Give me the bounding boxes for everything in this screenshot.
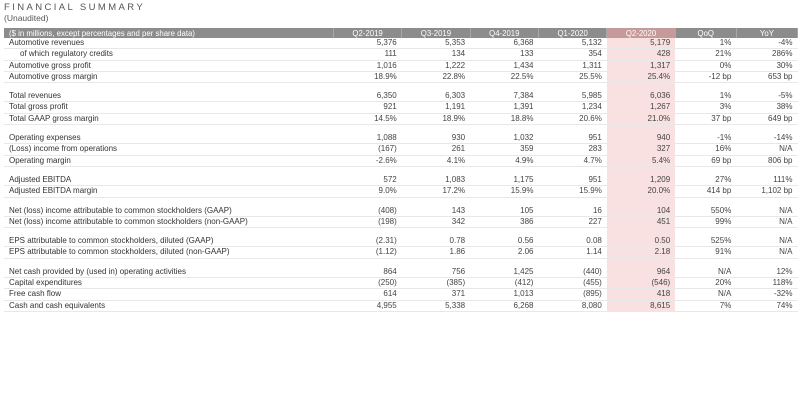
- row-label: Net (loss) income attributable to common stockholders (GAAP): [4, 206, 333, 217]
- header-q3-2019: Q3-2019: [402, 28, 470, 38]
- highlighted-value-cell: 940: [607, 133, 675, 144]
- group-spacer: [4, 197, 798, 206]
- value-cell: 4,955: [333, 300, 401, 311]
- table-row: [4, 91, 798, 102]
- value-cell: 2.06: [470, 247, 538, 258]
- value-cell: 0.08: [538, 236, 606, 247]
- header-q2-2019: Q2-2019: [333, 28, 401, 38]
- value-cell: 8,080: [538, 300, 606, 311]
- highlighted-value-cell: 1,209: [607, 175, 675, 186]
- spacer-cell: [470, 197, 538, 206]
- value-cell: 5,376: [333, 38, 401, 49]
- table-row: [4, 175, 798, 186]
- value-cell: 1%: [675, 38, 736, 49]
- value-cell: 133: [470, 49, 538, 60]
- group-spacer: [4, 125, 798, 134]
- spacer-cell: [675, 228, 736, 237]
- group-spacer: [4, 258, 798, 267]
- spacer-cell: [736, 166, 797, 175]
- value-cell: 111: [333, 49, 401, 60]
- spacer-cell: [402, 166, 470, 175]
- value-cell: 7,384: [470, 91, 538, 102]
- group-spacer: [4, 83, 798, 92]
- value-cell: (198): [333, 216, 401, 227]
- header-q4-2019: Q4-2019: [470, 28, 538, 38]
- value-cell: (455): [538, 278, 606, 289]
- value-cell: 15.9%: [470, 186, 538, 197]
- value-cell: N/A: [736, 144, 797, 155]
- row-label: Operating expenses: [4, 133, 333, 144]
- value-cell: 99%: [675, 216, 736, 227]
- highlighted-value-cell: 6,036: [607, 91, 675, 102]
- table-row: [4, 300, 798, 311]
- spacer-cell: [470, 166, 538, 175]
- row-label: Automotive revenues: [4, 38, 333, 49]
- table-row: [4, 155, 798, 166]
- spacer-cell: [4, 228, 333, 237]
- spacer-cell: [402, 228, 470, 237]
- value-cell: -12 bp: [675, 71, 736, 82]
- value-cell: 18.9%: [402, 113, 470, 124]
- spacer-cell: [675, 125, 736, 134]
- highlighted-value-cell: 0.50: [607, 236, 675, 247]
- value-cell: 864: [333, 267, 401, 278]
- table-row: [4, 236, 798, 247]
- value-cell: 1,016: [333, 60, 401, 71]
- value-cell: (412): [470, 278, 538, 289]
- value-cell: 386: [470, 216, 538, 227]
- table-row: [4, 38, 798, 49]
- value-cell: -5%: [736, 91, 797, 102]
- highlighted-value-cell: 25.4%: [607, 71, 675, 82]
- row-label: EPS attributable to common stockholders, diluted (non-GAAP): [4, 247, 333, 258]
- row-label: Free cash flow: [4, 289, 333, 300]
- value-cell: 286%: [736, 49, 797, 60]
- value-cell: N/A: [736, 247, 797, 258]
- header-q1-2020: Q1-2020: [538, 28, 606, 38]
- value-cell: 105: [470, 206, 538, 217]
- value-cell: N/A: [675, 267, 736, 278]
- table-row: [4, 133, 798, 144]
- value-cell: 930: [402, 133, 470, 144]
- value-cell: 134: [402, 49, 470, 60]
- value-cell: N/A: [736, 206, 797, 217]
- value-cell: 16: [538, 206, 606, 217]
- value-cell: (250): [333, 278, 401, 289]
- spacer-cell: [333, 228, 401, 237]
- value-cell: 614: [333, 289, 401, 300]
- value-cell: 18.8%: [470, 113, 538, 124]
- table-row: [4, 278, 798, 289]
- value-cell: 6,268: [470, 300, 538, 311]
- value-cell: 27%: [675, 175, 736, 186]
- value-cell: (895): [538, 289, 606, 300]
- value-cell: 111%: [736, 175, 797, 186]
- row-label: EPS attributable to common stockholders, diluted (GAAP): [4, 236, 333, 247]
- page-subtitle: (Unaudited): [4, 13, 49, 23]
- highlighted-value-cell: 20.0%: [607, 186, 675, 197]
- spacer-cell: [402, 83, 470, 92]
- value-cell: 283: [538, 144, 606, 155]
- value-cell: 15.9%: [538, 186, 606, 197]
- spacer-cell: [607, 125, 675, 134]
- group-spacer: [4, 166, 798, 175]
- group-spacer: [4, 228, 798, 237]
- value-cell: -32%: [736, 289, 797, 300]
- value-cell: 414 bp: [675, 186, 736, 197]
- spacer-cell: [538, 125, 606, 134]
- table-header-row: [4, 28, 798, 38]
- value-cell: 756: [402, 267, 470, 278]
- highlighted-value-cell: 418: [607, 289, 675, 300]
- value-cell: 359: [470, 144, 538, 155]
- spacer-cell: [4, 197, 333, 206]
- value-cell: 74%: [736, 300, 797, 311]
- row-label: Adjusted EBITDA: [4, 175, 333, 186]
- table-row: [4, 267, 798, 278]
- value-cell: 12%: [736, 267, 797, 278]
- value-cell: (408): [333, 206, 401, 217]
- table-row: [4, 71, 798, 82]
- value-cell: 5,132: [538, 38, 606, 49]
- row-label: Capital expenditures: [4, 278, 333, 289]
- value-cell: 525%: [675, 236, 736, 247]
- value-cell: 1,425: [470, 267, 538, 278]
- value-cell: 653 bp: [736, 71, 797, 82]
- table-row: [4, 247, 798, 258]
- value-cell: 1,391: [470, 102, 538, 113]
- value-cell: 118%: [736, 278, 797, 289]
- table-row: [4, 113, 798, 124]
- spacer-cell: [402, 258, 470, 267]
- value-cell: 1.14: [538, 247, 606, 258]
- spacer-cell: [675, 258, 736, 267]
- value-cell: N/A: [675, 289, 736, 300]
- row-label: Total revenues: [4, 91, 333, 102]
- spacer-cell: [538, 197, 606, 206]
- header-label-column: ($ in millions, except percentages and per share data): [4, 28, 333, 38]
- highlighted-value-cell: 5,179: [607, 38, 675, 49]
- value-cell: (1.12): [333, 247, 401, 258]
- value-cell: 6,368: [470, 38, 538, 49]
- spacer-cell: [538, 83, 606, 92]
- value-cell: 37 bp: [675, 113, 736, 124]
- value-cell: 6,350: [333, 91, 401, 102]
- value-cell: -4%: [736, 38, 797, 49]
- value-cell: 5,353: [402, 38, 470, 49]
- spacer-cell: [4, 125, 333, 134]
- value-cell: 30%: [736, 60, 797, 71]
- spacer-cell: [4, 83, 333, 92]
- row-label: (Loss) income from operations: [4, 144, 333, 155]
- value-cell: (440): [538, 267, 606, 278]
- value-cell: N/A: [736, 236, 797, 247]
- spacer-cell: [675, 83, 736, 92]
- spacer-cell: [736, 228, 797, 237]
- spacer-cell: [333, 166, 401, 175]
- highlighted-value-cell: (546): [607, 278, 675, 289]
- spacer-cell: [607, 83, 675, 92]
- value-cell: 9.0%: [333, 186, 401, 197]
- value-cell: 227: [538, 216, 606, 227]
- highlighted-value-cell: 964: [607, 267, 675, 278]
- value-cell: 1,234: [538, 102, 606, 113]
- value-cell: 4.1%: [402, 155, 470, 166]
- value-cell: (385): [402, 278, 470, 289]
- spacer-cell: [470, 258, 538, 267]
- spacer-cell: [333, 258, 401, 267]
- value-cell: 1,311: [538, 60, 606, 71]
- table-body: [4, 38, 798, 311]
- highlighted-value-cell: 327: [607, 144, 675, 155]
- value-cell: 22.8%: [402, 71, 470, 82]
- spacer-cell: [607, 228, 675, 237]
- spacer-cell: [333, 197, 401, 206]
- highlighted-value-cell: 428: [607, 49, 675, 60]
- table-row: [4, 186, 798, 197]
- highlighted-value-cell: 5.4%: [607, 155, 675, 166]
- value-cell: 5,338: [402, 300, 470, 311]
- row-label: Cash and cash equivalents: [4, 300, 333, 311]
- spacer-cell: [736, 83, 797, 92]
- value-cell: 20%: [675, 278, 736, 289]
- row-label: Total gross profit: [4, 102, 333, 113]
- table-row: [4, 144, 798, 155]
- table-row: [4, 206, 798, 217]
- spacer-cell: [470, 125, 538, 134]
- value-cell: 5,985: [538, 91, 606, 102]
- financial-summary-table: [4, 28, 798, 312]
- spacer-cell: [470, 83, 538, 92]
- highlighted-value-cell: 1,317: [607, 60, 675, 71]
- value-cell: 921: [333, 102, 401, 113]
- value-cell: 1.86: [402, 247, 470, 258]
- value-cell: 91%: [675, 247, 736, 258]
- value-cell: 342: [402, 216, 470, 227]
- header-yoy: YoY: [736, 28, 797, 38]
- value-cell: 3%: [675, 102, 736, 113]
- value-cell: 0%: [675, 60, 736, 71]
- row-label: Automotive gross margin: [4, 71, 333, 82]
- value-cell: 1,088: [333, 133, 401, 144]
- value-cell: 951: [538, 133, 606, 144]
- spacer-cell: [4, 166, 333, 175]
- value-cell: 25.5%: [538, 71, 606, 82]
- highlighted-value-cell: 451: [607, 216, 675, 227]
- value-cell: 1,434: [470, 60, 538, 71]
- value-cell: 1,191: [402, 102, 470, 113]
- spacer-cell: [4, 258, 333, 267]
- value-cell: N/A: [736, 216, 797, 227]
- value-cell: (2.31): [333, 236, 401, 247]
- table-row: [4, 60, 798, 71]
- value-cell: 16%: [675, 144, 736, 155]
- value-cell: -2.6%: [333, 155, 401, 166]
- row-label: Net cash provided by (used in) operating activities: [4, 267, 333, 278]
- table-row: [4, 49, 798, 60]
- value-cell: 371: [402, 289, 470, 300]
- header-q2-2020: Q2-2020: [607, 28, 675, 38]
- header-qoq: QoQ: [675, 28, 736, 38]
- value-cell: 1%: [675, 91, 736, 102]
- value-cell: 17.2%: [402, 186, 470, 197]
- value-cell: 261: [402, 144, 470, 155]
- value-cell: 1,013: [470, 289, 538, 300]
- row-label: Net (loss) income attributable to common stockholders (non-GAAP): [4, 216, 333, 227]
- value-cell: -1%: [675, 133, 736, 144]
- spacer-cell: [675, 166, 736, 175]
- value-cell: 143: [402, 206, 470, 217]
- spacer-cell: [607, 197, 675, 206]
- spacer-cell: [607, 166, 675, 175]
- value-cell: 20.6%: [538, 113, 606, 124]
- table-row: [4, 216, 798, 227]
- spacer-cell: [333, 125, 401, 134]
- value-cell: 572: [333, 175, 401, 186]
- value-cell: (167): [333, 144, 401, 155]
- spacer-cell: [538, 258, 606, 267]
- spacer-cell: [538, 166, 606, 175]
- value-cell: 1,102 bp: [736, 186, 797, 197]
- value-cell: 0.78: [402, 236, 470, 247]
- spacer-cell: [736, 125, 797, 134]
- value-cell: -14%: [736, 133, 797, 144]
- spacer-cell: [736, 258, 797, 267]
- value-cell: 38%: [736, 102, 797, 113]
- value-cell: 4.7%: [538, 155, 606, 166]
- spacer-cell: [736, 197, 797, 206]
- value-cell: 7%: [675, 300, 736, 311]
- spacer-cell: [675, 197, 736, 206]
- highlighted-value-cell: 8,615: [607, 300, 675, 311]
- value-cell: 21%: [675, 49, 736, 60]
- spacer-cell: [402, 197, 470, 206]
- value-cell: 649 bp: [736, 113, 797, 124]
- spacer-cell: [470, 228, 538, 237]
- highlighted-value-cell: 104: [607, 206, 675, 217]
- value-cell: 806 bp: [736, 155, 797, 166]
- highlighted-value-cell: 21.0%: [607, 113, 675, 124]
- page-title: FINANCIAL SUMMARY: [4, 2, 146, 13]
- value-cell: 1,222: [402, 60, 470, 71]
- value-cell: 4.9%: [470, 155, 538, 166]
- value-cell: 69 bp: [675, 155, 736, 166]
- value-cell: 951: [538, 175, 606, 186]
- highlighted-value-cell: 2.18: [607, 247, 675, 258]
- value-cell: 14.5%: [333, 113, 401, 124]
- value-cell: 0.56: [470, 236, 538, 247]
- value-cell: 22.5%: [470, 71, 538, 82]
- row-label: Automotive gross profit: [4, 60, 333, 71]
- highlighted-value-cell: 1,267: [607, 102, 675, 113]
- value-cell: 354: [538, 49, 606, 60]
- row-label: Operating margin: [4, 155, 333, 166]
- row-label: Adjusted EBITDA margin: [4, 186, 333, 197]
- value-cell: 1,083: [402, 175, 470, 186]
- spacer-cell: [607, 258, 675, 267]
- row-label: of which regulatory credits: [4, 49, 333, 60]
- row-label: Total GAAP gross margin: [4, 113, 333, 124]
- value-cell: 1,032: [470, 133, 538, 144]
- table-row: [4, 102, 798, 113]
- value-cell: 1,175: [470, 175, 538, 186]
- value-cell: 18.9%: [333, 71, 401, 82]
- spacer-cell: [402, 125, 470, 134]
- spacer-cell: [538, 228, 606, 237]
- table-row: [4, 289, 798, 300]
- value-cell: 6,303: [402, 91, 470, 102]
- value-cell: 550%: [675, 206, 736, 217]
- spacer-cell: [333, 83, 401, 92]
